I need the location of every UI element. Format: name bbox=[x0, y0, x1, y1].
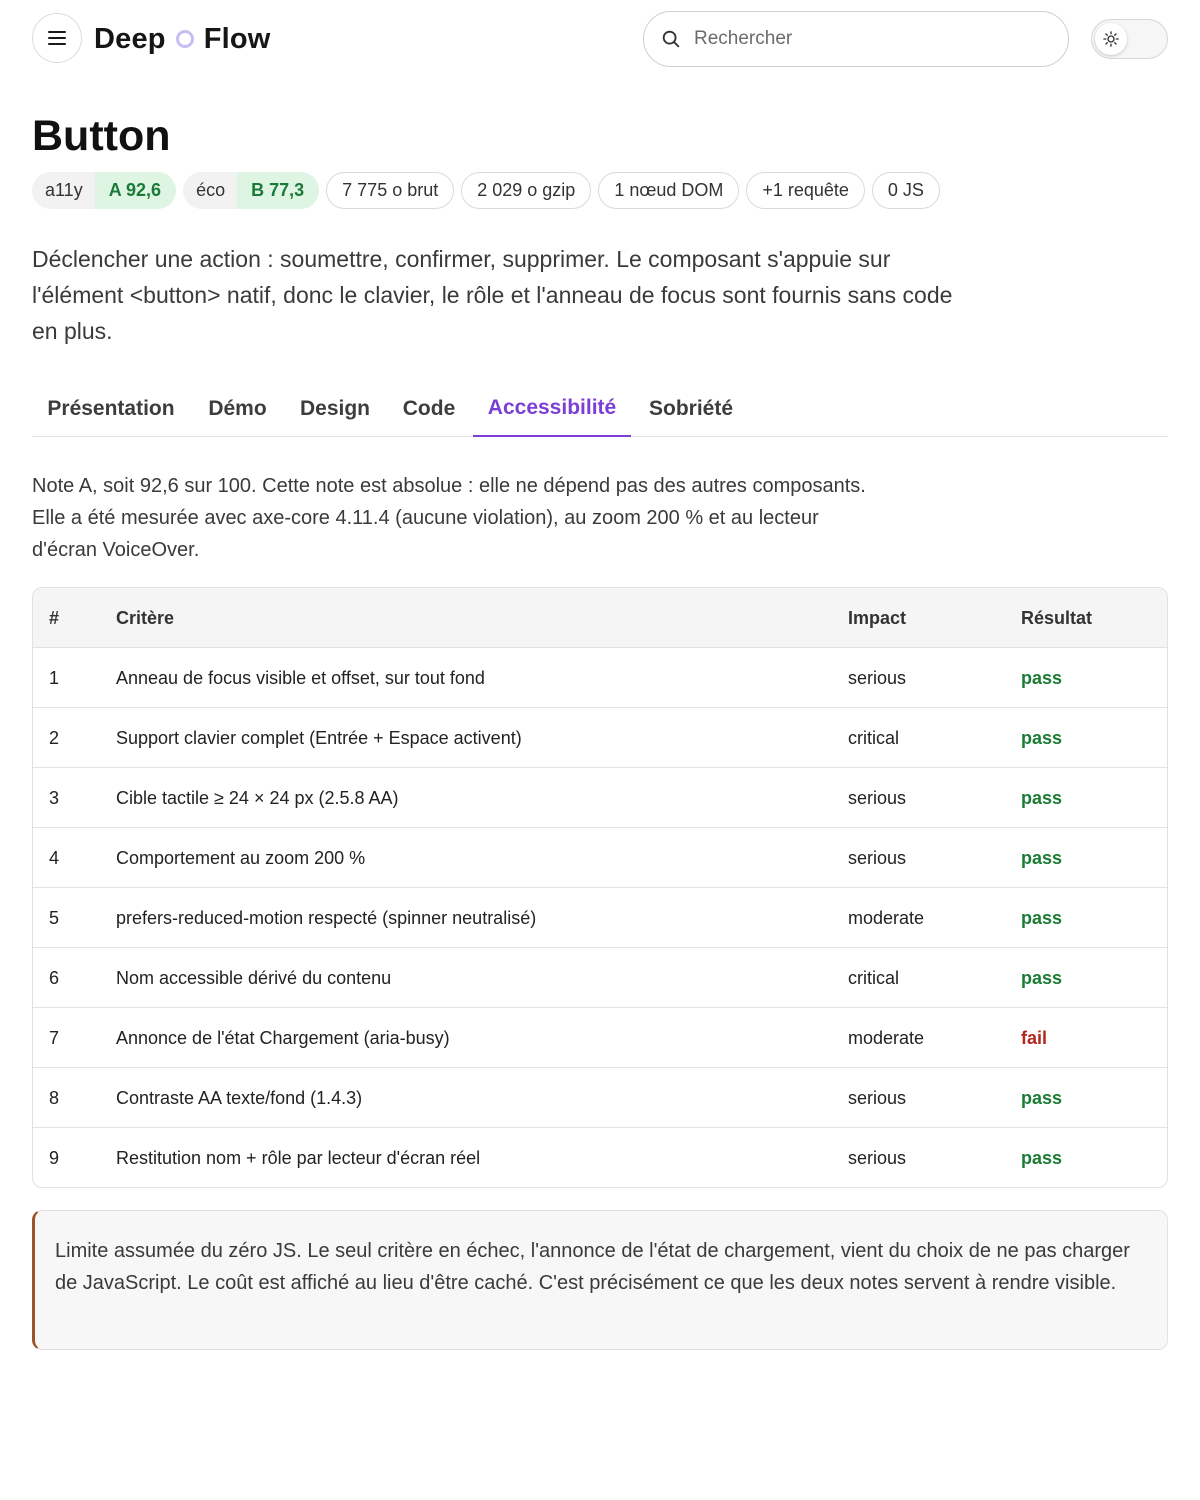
row-impact: serious bbox=[848, 1087, 907, 1108]
eco-label: éco bbox=[196, 180, 226, 200]
row-impact: serious bbox=[848, 847, 907, 868]
table-row bbox=[33, 1128, 1167, 1188]
row-number: 4 bbox=[49, 847, 60, 868]
table-row bbox=[33, 768, 1167, 828]
tab-bar bbox=[32, 383, 1168, 437]
dom-nodes-badge: 1 nœud DOM bbox=[598, 172, 739, 209]
table-row bbox=[33, 948, 1167, 1008]
search-icon bbox=[660, 28, 682, 50]
tab-code[interactable]: Code bbox=[402, 396, 456, 420]
row-criterion: Nom accessible dérivé du contenu bbox=[116, 967, 392, 988]
tab-accessibility[interactable]: Accessibilité bbox=[473, 383, 631, 437]
column-header-impact: Impact bbox=[848, 607, 907, 628]
table-row bbox=[33, 828, 1167, 888]
search-input[interactable] bbox=[694, 28, 1034, 50]
row-number: 7 bbox=[49, 1027, 60, 1048]
row-criterion: Anneau de focus visible et offset, sur tout fond bbox=[116, 667, 485, 688]
tab-sobriety[interactable]: Sobriété bbox=[648, 396, 734, 420]
row-result: fail bbox=[1021, 1027, 1048, 1048]
brand-ring-icon bbox=[176, 30, 194, 48]
column-header-result: Résultat bbox=[1021, 607, 1093, 628]
a11y-score-badge bbox=[32, 172, 176, 209]
row-impact: moderate bbox=[848, 1027, 925, 1048]
tab-presentation[interactable]: Présentation bbox=[47, 396, 175, 420]
row-number: 8 bbox=[49, 1087, 60, 1108]
accessibility-intro: Note A, soit 92,6 sur 100. Cette note est absolue : elle ne dépend pas des autres composants. Elle a été mesurée avec axe-core 4.11.4 (aucune violation), au zoom 200 % et au lecteur d'écran VoiceOver. bbox=[32, 475, 866, 561]
metrics-badges bbox=[32, 172, 940, 210]
tab-design[interactable]: Design bbox=[299, 396, 370, 420]
a11y-score: A 92,6 bbox=[95, 172, 176, 209]
row-criterion: Contraste AA texte/fond (1.4.3) bbox=[116, 1087, 363, 1108]
js-badge: 0 JS bbox=[872, 172, 940, 209]
brand-name-right: Flow bbox=[203, 22, 271, 55]
row-criterion: prefers-reduced-motion respecté (spinner neutralisé) bbox=[116, 907, 537, 928]
column-header-number: # bbox=[49, 607, 60, 628]
sun-icon bbox=[1102, 30, 1120, 48]
a11y-label: a11y bbox=[45, 180, 83, 200]
eco-score-badge bbox=[183, 172, 319, 209]
brand-logo[interactable] bbox=[94, 21, 271, 57]
row-number: 6 bbox=[49, 967, 60, 988]
criteria-table bbox=[32, 587, 1168, 1188]
column-header-criterion: Critère bbox=[116, 607, 175, 628]
row-result: pass bbox=[1021, 967, 1063, 988]
table-row bbox=[33, 1008, 1167, 1068]
row-result: pass bbox=[1021, 907, 1063, 928]
menu-button[interactable] bbox=[32, 13, 82, 63]
row-impact: serious bbox=[848, 667, 907, 688]
row-criterion: Annonce de l'état Chargement (aria-busy) bbox=[116, 1027, 450, 1048]
theme-toggle[interactable] bbox=[1091, 19, 1168, 59]
page-title: Button bbox=[32, 112, 171, 160]
row-impact: critical bbox=[848, 727, 900, 748]
table-row bbox=[33, 1068, 1167, 1128]
row-criterion: Restitution nom + rôle par lecteur d'écran réel bbox=[116, 1147, 481, 1168]
component-description: Déclencher une action : soumettre, confirmer, supprimer. Le composant s'appuie sur l'élément <button> natif, donc le clavier, le rôle et l'anneau de focus sont fournis sans code en plus. bbox=[32, 246, 953, 344]
row-result: pass bbox=[1021, 727, 1063, 748]
row-criterion: Cible tactile ≥ 24 × 24 px (2.5.8 AA) bbox=[116, 787, 399, 808]
row-number: 3 bbox=[49, 787, 60, 808]
row-criterion: Comportement au zoom 200 % bbox=[116, 847, 366, 868]
top-bar bbox=[32, 11, 1168, 67]
row-number: 9 bbox=[49, 1147, 60, 1168]
row-number: 1 bbox=[49, 667, 60, 688]
zero-js-note: Limite assumée du zéro JS. Le seul critère en échec, l'annonce de l'état de chargement, vient du choix de ne pas charger de JavaScript. Le coût est affiché au lieu d'être caché. C'est précisément ce que les deux notes servent à rendre visible. bbox=[32, 1210, 1168, 1350]
row-number: 2 bbox=[49, 727, 60, 748]
gzip-size-badge: 2 029 o gzip bbox=[461, 172, 591, 209]
search-box[interactable] bbox=[643, 11, 1069, 67]
eco-score: B 77,3 bbox=[237, 172, 319, 209]
row-impact: moderate bbox=[848, 907, 925, 928]
table-row bbox=[33, 648, 1167, 708]
row-number: 5 bbox=[49, 907, 60, 928]
table-row bbox=[33, 708, 1167, 768]
row-criterion: Support clavier complet (Entrée + Espace activent) bbox=[116, 727, 522, 748]
requests-badge: +1 requête bbox=[746, 172, 865, 209]
table-header bbox=[33, 588, 1167, 648]
hamburger-icon bbox=[48, 31, 66, 45]
row-result: pass bbox=[1021, 847, 1063, 868]
raw-size-badge: 7 775 o brut bbox=[326, 172, 454, 209]
table-body bbox=[33, 648, 1167, 1188]
tab-demo[interactable]: Démo bbox=[208, 396, 267, 420]
row-impact: serious bbox=[848, 787, 907, 808]
row-result: pass bbox=[1021, 787, 1063, 808]
table-row bbox=[33, 888, 1167, 948]
row-impact: serious bbox=[848, 1147, 907, 1168]
brand-name-left: Deep bbox=[94, 22, 166, 55]
theme-toggle-knob bbox=[1095, 23, 1127, 55]
row-result: pass bbox=[1021, 667, 1063, 688]
row-impact: critical bbox=[848, 967, 900, 988]
row-result: pass bbox=[1021, 1087, 1063, 1108]
row-result: pass bbox=[1021, 1147, 1063, 1168]
